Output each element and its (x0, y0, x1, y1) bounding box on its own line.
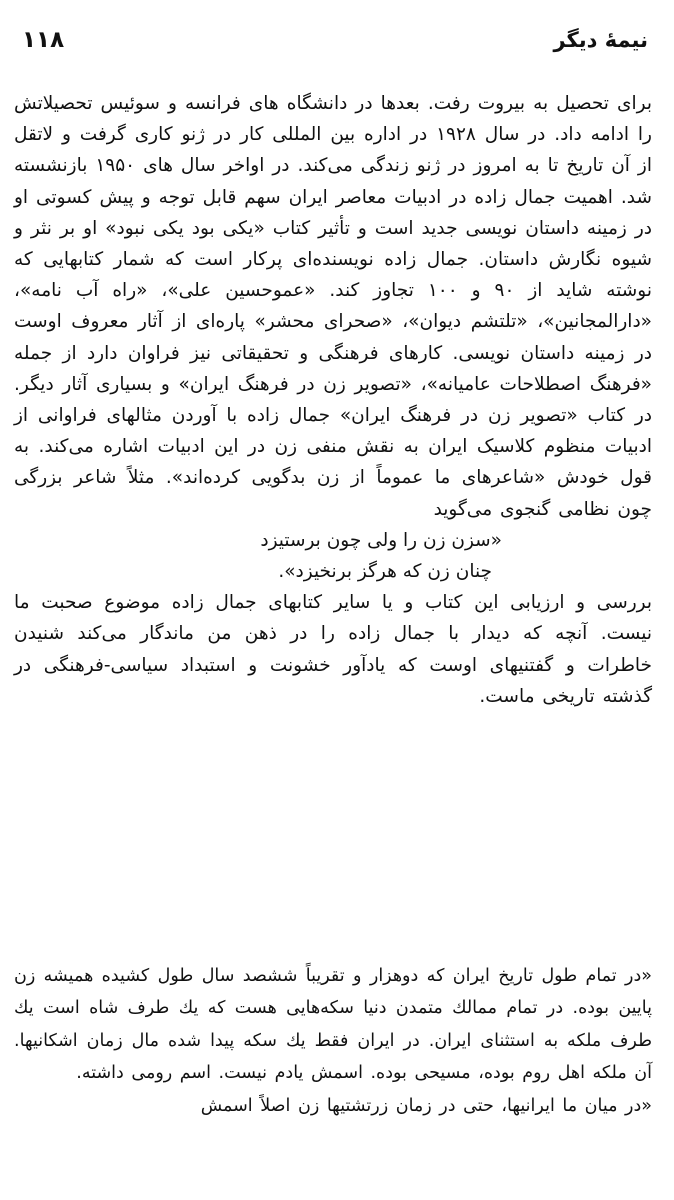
quote-paragraph-2: «در میان ما ایرانیها، حتی در زمان زرتشتیها زن اصلاً اسمش (200, 1095, 652, 1116)
page-header (22, 22, 648, 58)
main-text (14, 88, 652, 712)
poem-verse (14, 525, 652, 587)
body-paragraph-1: برای تحصیل به بیروت رفت. بعدها در دانشگاه های فرانسه و سوئیس تحصیلاتش را ادامه داد. در سال ۱۹۲۸ در اداره بین المللی کار در ژنو کاری گرفت و لاتقل از آن تاریخ تا به امروز در ژنو زندگی می‌کند. در اواخر سال های ۱۹۵۰ بازنشسته شد. اهمیت جمال زاده در ادبیات معاصر ایران سهم قابل توجه و پیش کسوتی او در زمینه داستان نویسی جدید است و تأثیر کتاب «یکی بود یکی نبود» او بر نثر و شیوه نگارش داستان. جمال زاده نویسنده‌ای پرکار است که شمار کتابهایی که نوشته شاید از ۹۰ و ۱۰۰ تجاوز کند. «عموحسین علی»، «راه آب نامه»، «دارالمجانین»، «تلتشم دیوان»، «صحرای محشر» پاره‌ای از آثار معروف اوست در زمینه داستان نویسی. کارهای فرهنگی و تحقیقاتی نیز فراوان دارد از جمله «فرهنگ اصطلاحات عامیانه»، «تصویر زن در فرهنگ ایران» و بسیاری آثار دیگر. در کتاب «تصویر زن در فرهنگ ایران» جمال زاده با آوردن مثالهای فراوانی از ادبیات منظوم کلاسیک ایران به نقش منفی زن در این ادبیات اشاره می‌کند. به قول خودش «شاعرهای ما عموماً از زن بدگویی کرده‌اند». مثلاً شاعر بزرگی چون نظامی گنجوی می‌گوید (14, 93, 653, 520)
body-paragraph-2: بررسی و ارزیابی این کتاب و یا سایر کتابهای جمال زاده موضوع صحبت ما نیست. آنچه که دیدار با جمال زاده را در ذهن من ماندگار می‌کند شنیدن خاطرات و گفتنیهای اوست که یادآور خشونت و استبداد سیاسی-فرهنگی در گذشته تاریخی ماست. (14, 592, 652, 707)
quote-paragraph-1: «در تمام طول تاریخ ایران که دوهزار و تقریباً ششصد سال طول کشیده همیشه زن پایین بوده. در تمام ممالك متمدن دنیا سکه‌هایی هست که یك طرف شاه است یك طرف ملکه به استثنای ایران. در ایران فقط یك سکه پیدا شده مال زمان اشکانیها. آن ملکه اهل روم بوده، مسیحی بوده. اسمش یادم نیست. اسم رومی داشته. (14, 966, 652, 1084)
page-number: ۱۱۸ (22, 27, 65, 53)
verse-line-2: چنان زن که هرگز برنخیزد». (278, 561, 492, 583)
quoted-passage (14, 960, 652, 1122)
running-title: نیمهٔ دیگر (553, 28, 648, 52)
verse-line-1: «سزن زن را ولی چون برستیزد (260, 529, 502, 551)
